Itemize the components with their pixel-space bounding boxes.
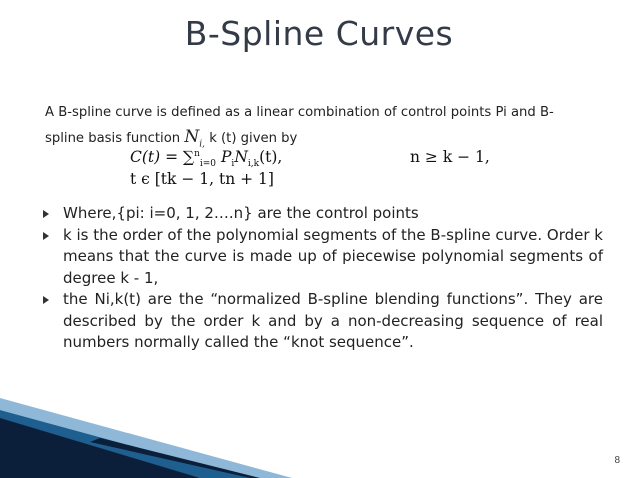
intro-line-2-pre: spline basis function (45, 131, 181, 146)
equation-range: t ϵ [tk − 1, tn + 1] (130, 170, 274, 188)
slide-title: B-Spline Curves (184, 14, 454, 53)
intro-line-1: A B-spline curve is defined as a linear combination of control points Pi and B- (45, 105, 554, 120)
equation-main: C(t) = ∑$^n_{i=0}$ $P_iN_{i,k}(t)$, (130, 148, 283, 170)
bullet-item: the Ni,k(t) are the “normalized B-spline blending functions”. They are described by the order k and by a non-decreasing sequence of real numbers normally called the “knot sequence”. (43, 289, 603, 354)
intro-line-2-post: k (t) given by (209, 131, 298, 146)
basis-function-symbol: $N_{i,}$ (184, 127, 205, 150)
decorative-swoosh (0, 360, 300, 478)
bullet-item: Where,{pi: i=0, 1, 2….n} are the control points (43, 203, 603, 225)
bullet-item: k is the order of the polynomial segments of the B-spline curve. Order k means that the curve is made up of piecewise polynomial segments of degree k - 1, (43, 225, 603, 290)
intro-line-2 (45, 125, 605, 156)
intro-text (45, 101, 605, 156)
page-number: 8 (614, 455, 620, 466)
bullet-list (43, 203, 603, 354)
equation-condition: n ≥ k − 1, (410, 148, 490, 166)
